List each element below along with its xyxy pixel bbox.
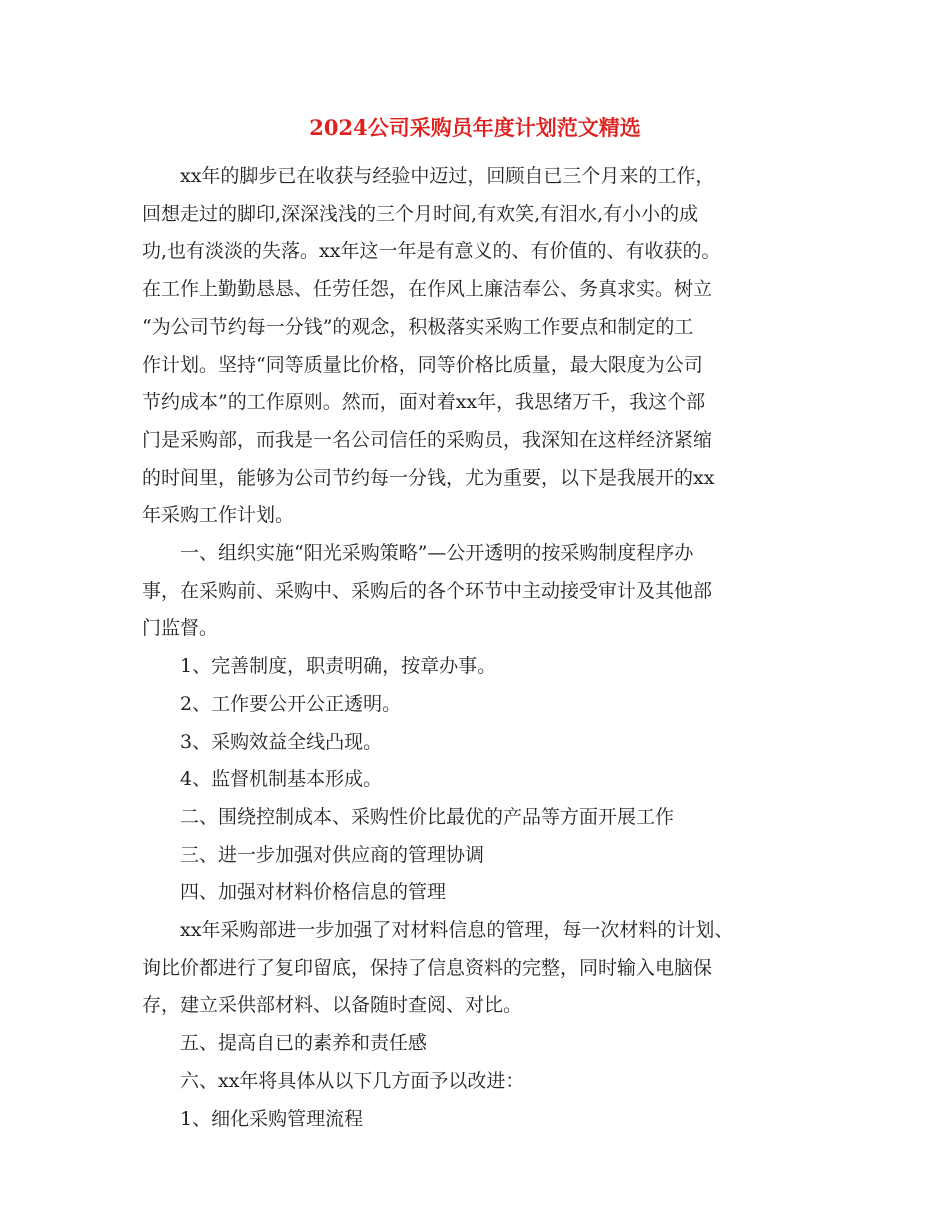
- heading-section-three: [142, 837, 807, 875]
- text-line: 四、加强对材料价格信息的管理: [180, 881, 447, 904]
- text-line: 3、采购效益全线凸现。: [180, 730, 383, 753]
- heading-section-six: [142, 1063, 807, 1101]
- text-line: 功,也有淡淡的失落。xx年这一年是有意义的、有价值的、有收获的。: [142, 240, 721, 263]
- document-title: 2024公司采购员年度计划范文精选: [309, 115, 641, 140]
- text-line: 2、工作要公开公正透明。: [180, 692, 402, 715]
- text-line: xx年采购部进一步加强了对材料信息的管理，每一次材料的计划、: [180, 919, 734, 942]
- text-line: 回想走过的脚印,深深浅浅的三个月时间,有欢笑,有泪水,有小小的成: [142, 202, 699, 225]
- text-line: 1、完善制度，职责明确，按章办事。: [180, 655, 497, 678]
- text-line: 二、围绕控制成本、采购性价比最优的产品等方面开展工作: [180, 805, 675, 828]
- text-line: 一、组织实施“阳光采购策略”—公开透明的按采购制度程序办: [180, 542, 694, 565]
- paragraph-section-four: [142, 912, 807, 1025]
- list-item: [142, 724, 807, 762]
- text-line: 三、进一步加强对供应商的管理协调: [180, 843, 485, 866]
- list-item: [142, 686, 807, 724]
- heading-section-five: [142, 1025, 807, 1063]
- text-line: 五、提高自已的素养和责任感: [180, 1032, 428, 1055]
- text-line: “为公司节约每一分钱”的观念，积极落实采购工作要点和制定的工: [142, 315, 694, 338]
- list-item: [142, 648, 807, 686]
- text-line: 节约成本”的工作原则。然而，面对着xx年，我思绪万千，我这个部: [142, 391, 706, 414]
- text-line: 门监督。: [142, 617, 219, 640]
- text-line: 年采购工作计划。: [142, 504, 295, 527]
- text-line: xx年的脚步已在收获与经验中迈过，回顾自已三个月来的工作，: [180, 165, 715, 187]
- document-body: [142, 158, 807, 1138]
- text-line: 门是采购部，而我是一名公司信任的采购员，我深知在这样经济紧缩: [142, 428, 713, 451]
- heading-section-two: [142, 799, 807, 837]
- heading-section-four: [142, 874, 807, 912]
- text-line: 4、监督机制基本形成。: [180, 768, 383, 791]
- text-line: 在工作上勤勤恳恳、任劳任怨，在作风上廉洁奉公、务真求实。树立: [142, 278, 713, 301]
- list-item: [142, 1101, 807, 1139]
- text-line: 1、细化采购管理流程: [180, 1107, 364, 1130]
- text-line: 的时间里，能够为公司节约每一分钱，尤为重要，以下是我展开的xx: [142, 466, 715, 489]
- text-line: 存，建立采供部材料、以备随时查阅、对比。: [142, 994, 523, 1017]
- paragraph-intro: [142, 158, 807, 535]
- list-item: [142, 761, 807, 799]
- paragraph-section-one: [142, 535, 807, 648]
- text-line: 六、xx年将具体从以下几方面予以改进：: [180, 1069, 525, 1092]
- text-line: 作计划。坚持“同等质量比价格，同等价格比质量，最大限度为公司: [142, 353, 703, 376]
- text-line: 询比价都进行了复印留底，保持了信息资料的完整，同时输入电脑保: [142, 956, 713, 979]
- text-line: 事，在采购前、采购中、采购后的各个环节中主动接受审计及其他部: [142, 579, 713, 602]
